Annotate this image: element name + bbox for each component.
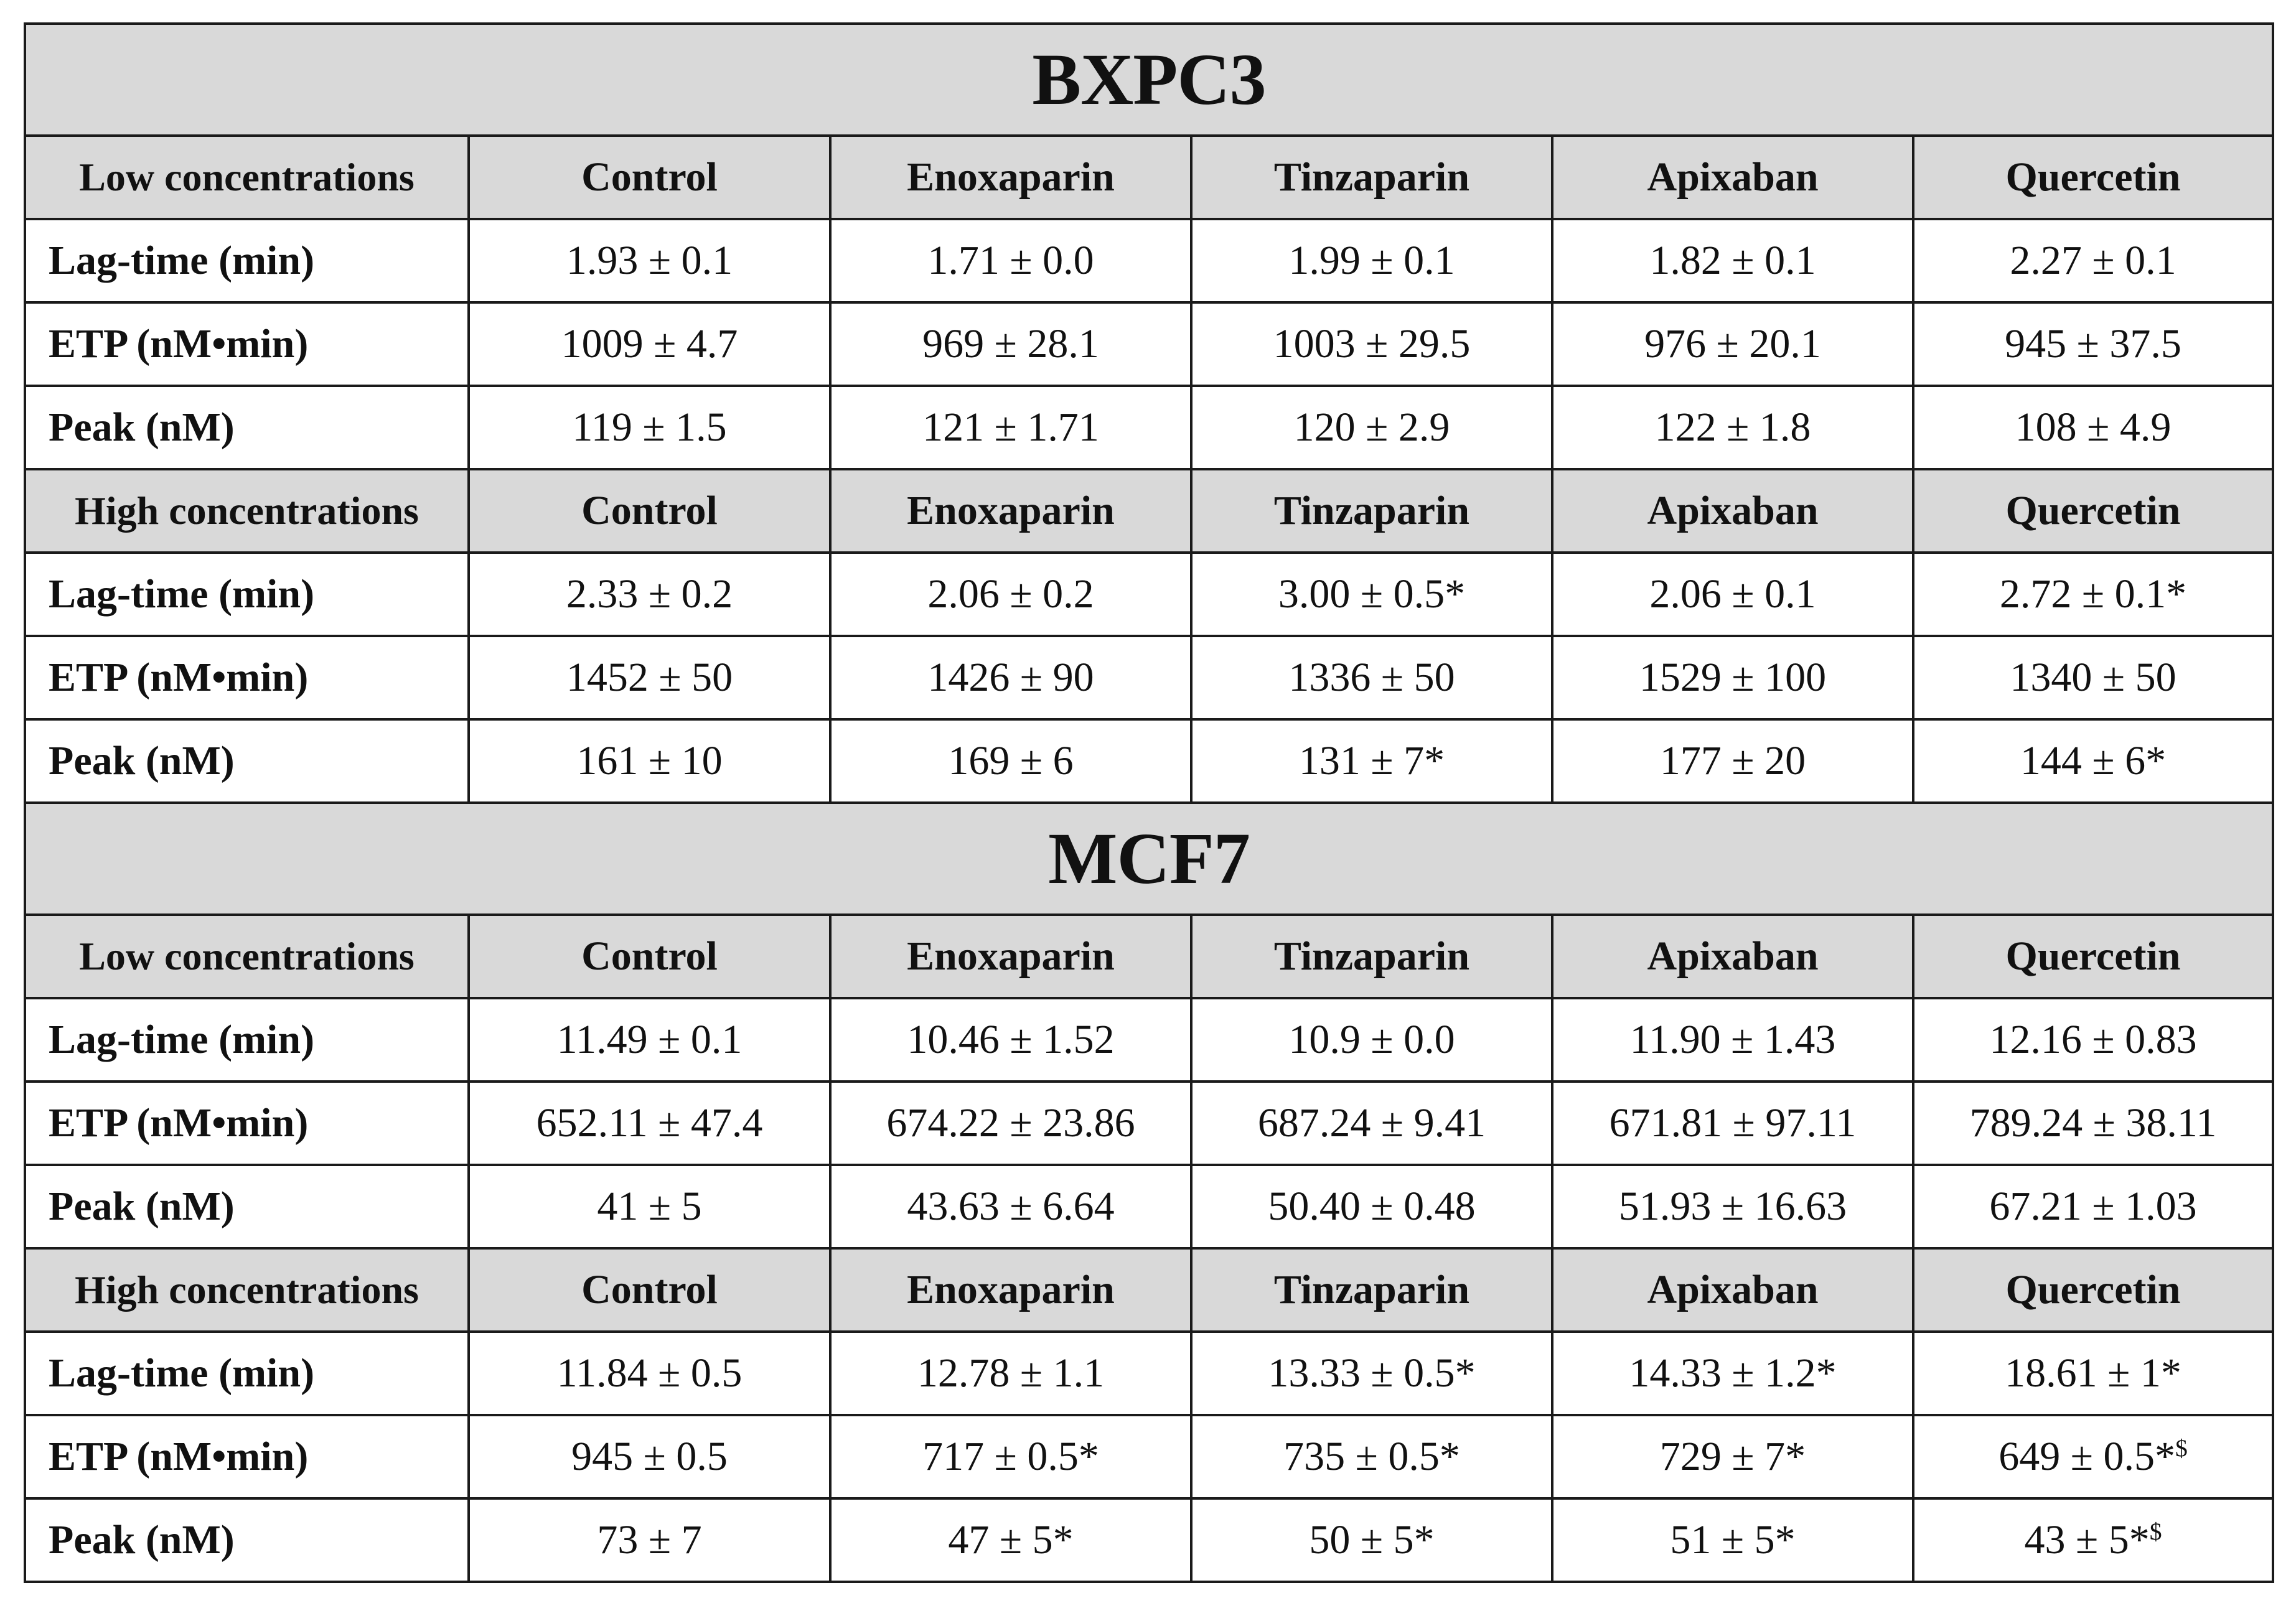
- cell-line-title-row: [25, 803, 2273, 915]
- value-cell: 2.33 ± 0.2: [469, 553, 830, 636]
- value-cell: 10.46 ± 1.52: [830, 998, 1191, 1082]
- value-cell: 47 ± 5*: [830, 1498, 1191, 1582]
- column-header: Control: [469, 469, 830, 553]
- value-cell: 729 ± 7*: [1552, 1415, 1913, 1498]
- value-cell: 51.93 ± 16.63: [1552, 1165, 1913, 1248]
- value-cell: 50 ± 5*: [1191, 1498, 1552, 1582]
- value-cell: 945 ± 37.5: [1913, 302, 2273, 386]
- table-row: [25, 302, 2273, 386]
- section-header-row: [25, 915, 2273, 998]
- value-cell: 687.24 ± 9.41: [1191, 1082, 1552, 1165]
- value-cell: 1.71 ± 0.0: [830, 219, 1191, 302]
- table-row: [25, 1082, 2273, 1165]
- cell-line-title: MCF7: [25, 803, 2273, 915]
- value-cell: 120 ± 2.9: [1191, 386, 1552, 469]
- table-row: [25, 1498, 2273, 1582]
- value-cell: 14.33 ± 1.2*: [1552, 1332, 1913, 1415]
- value-cell: 122 ± 1.8: [1552, 386, 1913, 469]
- table-row: [25, 1165, 2273, 1248]
- row-label: ETP (nM•min): [25, 1082, 469, 1165]
- value-cell: 13.33 ± 0.5*: [1191, 1332, 1552, 1415]
- column-header: Tinzaparin: [1191, 1248, 1552, 1332]
- table-row: [25, 998, 2273, 1082]
- value-cell: 674.22 ± 23.86: [830, 1082, 1191, 1165]
- column-header: Enoxaparin: [830, 915, 1191, 998]
- significance-mark: $: [2175, 1434, 2188, 1462]
- table-row: [25, 553, 2273, 636]
- value-cell: 169 ± 6: [830, 719, 1191, 803]
- value-cell: 1336 ± 50: [1191, 636, 1552, 719]
- row-label: Lag-time (min): [25, 998, 469, 1082]
- value-cell: 652.11 ± 47.4: [469, 1082, 830, 1165]
- column-header: Enoxaparin: [830, 469, 1191, 553]
- concentration-header: High concentrations: [25, 1248, 469, 1332]
- value-cell: 41 ± 5: [469, 1165, 830, 1248]
- value-cell: 131 ± 7*: [1191, 719, 1552, 803]
- concentration-header: Low concentrations: [25, 915, 469, 998]
- value-cell: 789.24 ± 38.11: [1913, 1082, 2273, 1165]
- cell-line-title: BXPC3: [25, 24, 2273, 136]
- value-cell: 11.90 ± 1.43: [1552, 998, 1913, 1082]
- column-header: Enoxaparin: [830, 136, 1191, 219]
- row-label: Lag-time (min): [25, 219, 469, 302]
- column-header: Control: [469, 915, 830, 998]
- row-label: ETP (nM•min): [25, 636, 469, 719]
- table-row: [25, 386, 2273, 469]
- column-header: Quercetin: [1913, 1248, 2273, 1332]
- row-label: Peak (nM): [25, 719, 469, 803]
- value-cell: 73 ± 7: [469, 1498, 830, 1582]
- value-cell: 1340 ± 50: [1913, 636, 2273, 719]
- value-cell: 1003 ± 29.5: [1191, 302, 1552, 386]
- value-cell: 12.78 ± 1.1: [830, 1332, 1191, 1415]
- column-header: Control: [469, 1248, 830, 1332]
- value-cell: 1009 ± 4.7: [469, 302, 830, 386]
- row-label: Lag-time (min): [25, 553, 469, 636]
- value-cell: 3.00 ± 0.5*: [1191, 553, 1552, 636]
- row-label: Peak (nM): [25, 386, 469, 469]
- value-cell: 1.82 ± 0.1: [1552, 219, 1913, 302]
- value-cell: 735 ± 0.5*: [1191, 1415, 1552, 1498]
- table-row: [25, 219, 2273, 302]
- value-cell: 161 ± 10: [469, 719, 830, 803]
- value-cell: 121 ± 1.71: [830, 386, 1191, 469]
- value-cell: 976 ± 20.1: [1552, 302, 1913, 386]
- concentration-header: Low concentrations: [25, 136, 469, 219]
- section-header-row: [25, 1248, 2273, 1332]
- column-header: Apixaban: [1552, 136, 1913, 219]
- value-cell: 43.63 ± 6.64: [830, 1165, 1191, 1248]
- significance-mark: $: [2149, 1518, 2162, 1546]
- value-cell: 51 ± 5*: [1552, 1498, 1913, 1582]
- value-cell: 50.40 ± 0.48: [1191, 1165, 1552, 1248]
- row-label: ETP (nM•min): [25, 302, 469, 386]
- value-cell: 10.9 ± 0.0: [1191, 998, 1552, 1082]
- value-cell: 717 ± 0.5*: [830, 1415, 1191, 1498]
- table-row: [25, 719, 2273, 803]
- column-header: Apixaban: [1552, 915, 1913, 998]
- value-cell: 2.72 ± 0.1*: [1913, 553, 2273, 636]
- value-cell: 43 ± 5*$: [1913, 1498, 2273, 1582]
- value-cell: 2.06 ± 0.2: [830, 553, 1191, 636]
- value-cell: 945 ± 0.5: [469, 1415, 830, 1498]
- value-cell: 11.84 ± 0.5: [469, 1332, 830, 1415]
- table-row: [25, 636, 2273, 719]
- column-header: Quercetin: [1913, 469, 2273, 553]
- value-cell: 1452 ± 50: [469, 636, 830, 719]
- column-header: Apixaban: [1552, 1248, 1913, 1332]
- value-cell: 969 ± 28.1: [830, 302, 1191, 386]
- value-cell: 649 ± 0.5*$: [1913, 1415, 2273, 1498]
- value-cell: 2.06 ± 0.1: [1552, 553, 1913, 636]
- value-cell: 144 ± 6*: [1913, 719, 2273, 803]
- table-row: [25, 1332, 2273, 1415]
- value-cell: 1426 ± 90: [830, 636, 1191, 719]
- row-label: Peak (nM): [25, 1498, 469, 1582]
- section-header-row: [25, 469, 2273, 553]
- row-label: Peak (nM): [25, 1165, 469, 1248]
- column-header: Tinzaparin: [1191, 915, 1552, 998]
- value-cell: 671.81 ± 97.11: [1552, 1082, 1913, 1165]
- column-header: Control: [469, 136, 830, 219]
- value-cell: 1.93 ± 0.1: [469, 219, 830, 302]
- table-row: [25, 1415, 2273, 1498]
- value-cell: 177 ± 20: [1552, 719, 1913, 803]
- value-cell: 11.49 ± 0.1: [469, 998, 830, 1082]
- table-body: [25, 24, 2273, 1582]
- column-header: Tinzaparin: [1191, 136, 1552, 219]
- value-cell: 108 ± 4.9: [1913, 386, 2273, 469]
- value-cell: 67.21 ± 1.03: [1913, 1165, 2273, 1248]
- column-header: Enoxaparin: [830, 1248, 1191, 1332]
- row-label: ETP (nM•min): [25, 1415, 469, 1498]
- value-cell: 12.16 ± 0.83: [1913, 998, 2273, 1082]
- value-cell: 1529 ± 100: [1552, 636, 1913, 719]
- value-cell: 2.27 ± 0.1: [1913, 219, 2273, 302]
- column-header: Tinzaparin: [1191, 469, 1552, 553]
- column-header: Apixaban: [1552, 469, 1913, 553]
- concentration-header: High concentrations: [25, 469, 469, 553]
- cell-line-title-row: [25, 24, 2273, 136]
- value-cell: 1.99 ± 0.1: [1191, 219, 1552, 302]
- column-header: Quercetin: [1913, 915, 2273, 998]
- section-header-row: [25, 136, 2273, 219]
- value-cell: 119 ± 1.5: [469, 386, 830, 469]
- value-cell: 18.61 ± 1*: [1913, 1332, 2273, 1415]
- column-header: Quercetin: [1913, 136, 2273, 219]
- results-table: [24, 22, 2274, 1583]
- row-label: Lag-time (min): [25, 1332, 469, 1415]
